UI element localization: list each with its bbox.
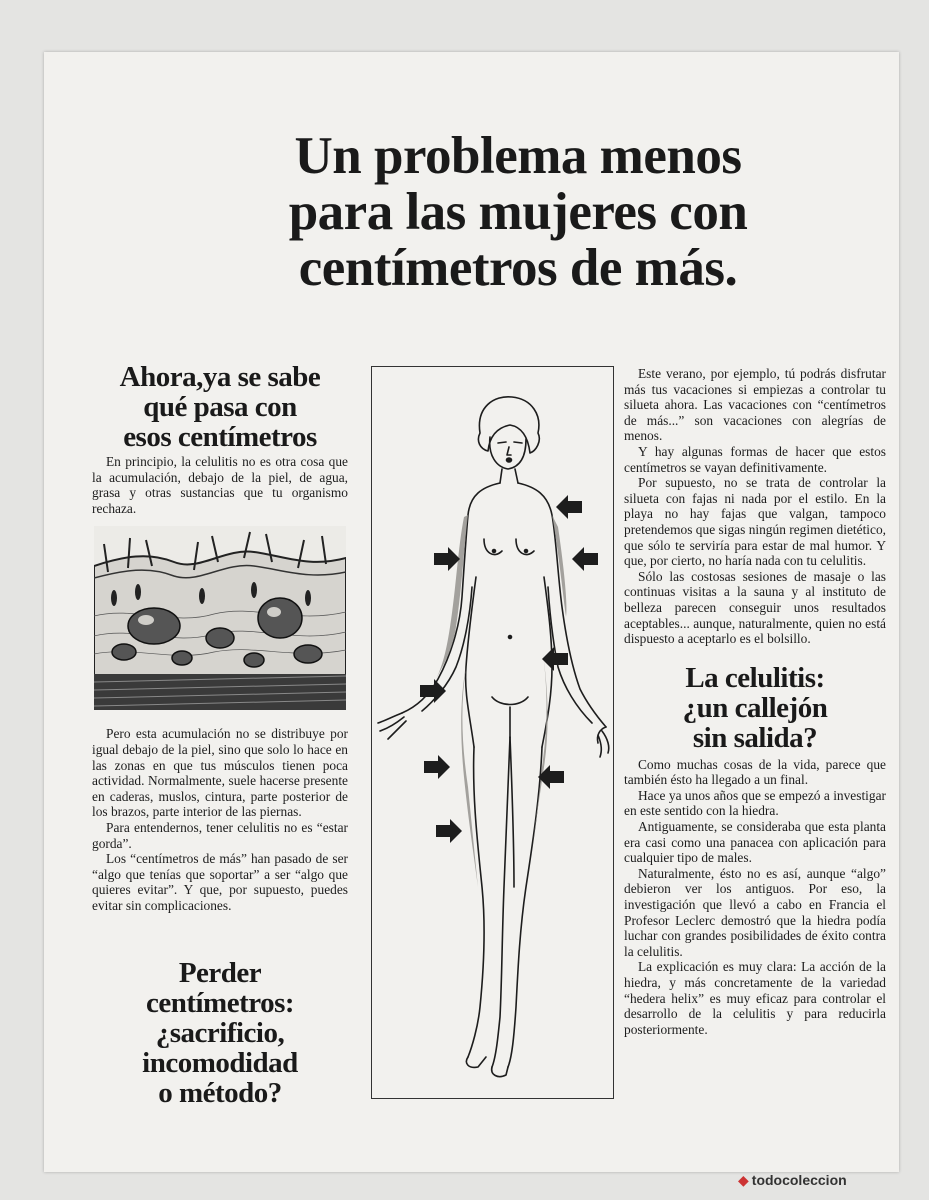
closing-subhead: [92, 958, 348, 1108]
body-paragraph: Naturalmente, ésto no es así, aunque “algo” debieron ver los antiguos. Por eso, la investigación que llevó a cabo en Francia el Profesor Leclerc demostró que la hiedra podía luchar con grandes posibilidades de éxito contra la celulitis.: [624, 865, 886, 959]
right-subhead: [624, 663, 886, 753]
body-paragraph: En principio, la celulitis no es otra cosa que la acumulación, debajo de la piel, de agua, grasa y otras sustancias que tu organismo rechaza.: [92, 454, 348, 516]
body-paragraph: Los “centímetros de más” han pasado de ser “algo que tenías que soportar” a ser “algo que quieres evitar”. Y que, por supuesto, puedes evitar sin complicaciones.: [92, 851, 348, 913]
headline-line: centímetros de más.: [298, 239, 738, 297]
body-paragraph: Hace ya unos años que se empezó a investigar en este sentido con la hiedra.: [624, 787, 886, 819]
left-column: [92, 362, 348, 914]
page-headline: [198, 128, 838, 296]
subhead-line: Ahora,ya se sabe: [119, 361, 321, 393]
subhead-line: centímetros:: [145, 987, 295, 1019]
headline-line: para las mujeres con: [288, 183, 748, 241]
headline-line: Un problema menos: [294, 127, 742, 185]
body-paragraph: Por supuesto, no se trata de controlar la silueta con fajas ni nada por el estilo. En la playa no hay fajas que valgan, tampoco pretendemos que sigas ningún regimen dietético, que sólo te serviría para estar de mal humor. Y que, por cierto, no haría nada con tu celulitis.: [624, 475, 886, 569]
subhead-line: qué pasa con: [143, 391, 297, 423]
subhead-line: esos centímetros: [123, 421, 317, 453]
body-paragraph: La explicación es muy clara: La acción de la hiedra, y más concretamente de la variedad “hedera helix” es muy eficaz para controlar el desarrollo de la celulitis y para reducirla posteriormente.: [624, 959, 886, 1037]
body-paragraph: Y hay algunas formas de hacer que estos centímetros se vayan definitivamente.: [624, 443, 886, 475]
body-paragraph: Antiguamente, se consideraba que esta planta era casi como una panacea con aplicación para cualquier tipo de males.: [624, 819, 886, 866]
site-watermark: [738, 1172, 847, 1189]
subhead-line: incomodidad: [142, 1047, 298, 1079]
body-paragraph: Pero esta acumulación no se distribuye por igual debajo de la piel, sino que solo lo hace en las zonas en que tus músculos tienen poca actividad. Normalmente, suele hacerse presente en caderas, muslos, cintura, parte posterior de los brazos, parte interior de las piernas.: [92, 726, 348, 820]
subhead-line: o método?: [158, 1077, 282, 1109]
right-column: [624, 366, 886, 1037]
subhead-line: ¿sacrificio,: [155, 1017, 285, 1049]
left-subhead: [92, 362, 348, 452]
skin-cross-section-illustration: [94, 526, 346, 710]
subhead-line: La celulitis:: [685, 661, 825, 694]
body-figure-frame: [371, 366, 614, 1099]
brand-icon: ◆: [738, 1172, 749, 1188]
closing-subhead-block: [92, 958, 348, 1108]
watermark-text: todocoleccion: [751, 1172, 847, 1188]
woman-silhouette-illustration: [372, 367, 612, 1097]
body-paragraph: Para entendernos, tener celulitis no es “estar gorda”.: [92, 819, 348, 851]
subhead-line: ¿un callejón: [682, 691, 828, 724]
body-paragraph: Este verano, por ejemplo, tú podrás disfrutar más tus vacaciones si empiezas a controlar tu silueta ahora. Las vacaciones con “centímetros de más...” son vacaciones con alegrías de menos.: [624, 366, 886, 444]
body-paragraph: Sólo las costosas sesiones de masaje o las continuas visitas a la sauna y al instituto de belleza parecen conseguir unos resultados aceptables... aunque, naturalmente, quien no está dispuesto a aceptarlo es el bolsillo.: [624, 568, 886, 647]
subhead-line: Perder: [178, 957, 262, 989]
body-paragraph: Como muchas cosas de la vida, parece que también ésto ha llegado a un final.: [624, 756, 886, 788]
subhead-line: sin salida?: [692, 721, 818, 754]
